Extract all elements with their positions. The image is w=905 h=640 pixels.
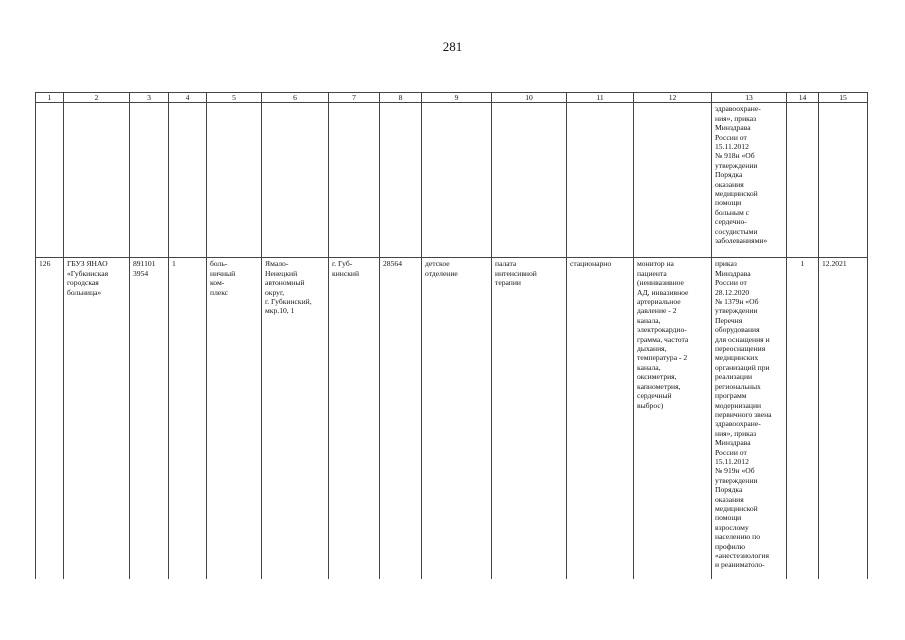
table-row-126 (36, 258, 868, 583)
column-number-row (36, 93, 868, 103)
code-cell: 28564 (380, 258, 422, 583)
col-number-7: 7 (329, 93, 380, 103)
row-number-cell: 126 (36, 258, 64, 583)
table-cell (422, 103, 492, 258)
col-number-6: 6 (262, 93, 329, 103)
page-number: 281 (442, 39, 463, 54)
col-number-1: 1 (36, 93, 64, 103)
col-number-9: 9 (422, 93, 492, 103)
inn-cell: 891101 3954 (130, 258, 169, 583)
table-cell (819, 103, 868, 258)
table-cell (329, 103, 380, 258)
city-cell: г. Губ- кинский (329, 258, 380, 583)
legal-basis-continuation-cell: здравоохране- ния», приказ Минздрава России от 15.11.2012 № 918н «Об утверждении Порядка оказания медицинской помощи больным с сердечно- сосудистыми заболеваниями» (712, 103, 787, 258)
table-cell (492, 103, 567, 258)
legal-basis-cell: приказ Минздрава России от 28.12.2020 № 1379н «Об утверждении Перечня оборудования для оснащения и переоснащения медицинских организаций при реализации региональных программ модернизации первичного звена здравоохране- ния», приказ Минздрава России от 15.11.2012 № 919н «Об утверждении Порядка оказания медицинской помощи взрослому населению по профилю «анестезиология и реаниматоло- (712, 258, 787, 583)
unit-cell: палата интенсивной терапии (492, 258, 567, 583)
col-number-14: 14 (787, 93, 819, 103)
table-cell (787, 103, 819, 258)
quantity-cell: 1 (787, 258, 819, 583)
organization-cell: ГБУЗ ЯНАО «Губкинская городская больница» (64, 258, 130, 583)
col-number-11: 11 (567, 93, 634, 103)
col-number-4: 4 (169, 93, 207, 103)
table-cell (64, 103, 130, 258)
col-number-12: 12 (634, 93, 712, 103)
table-cell (207, 103, 262, 258)
col-number-2: 2 (64, 93, 130, 103)
address-cell: Ямало- Ненецкий автономный округ, г. Губкинский, мкр.10, 1 (262, 258, 329, 583)
department-cell: детское отделение (422, 258, 492, 583)
continuation-row (36, 103, 868, 258)
care-mode-cell: стационарно (567, 258, 634, 583)
col-number-15: 15 (819, 93, 868, 103)
table-cell (262, 103, 329, 258)
col-number-3: 3 (130, 93, 169, 103)
facility-type-cell: боль- ничный ком- плекс (207, 258, 262, 583)
table-cell (130, 103, 169, 258)
count-cell: 1 (169, 258, 207, 583)
table-cell (36, 103, 64, 258)
table-cell (567, 103, 634, 258)
equipment-cell: монитор на пациента (неинвазивное АД, инвазивное артериальное давление - 2 канала, электрокардио- грамма, частота дыхания, температура - 2 канала, оксиметрия, капнометрия, сердечный выброс) (634, 258, 712, 583)
table-cell (380, 103, 422, 258)
table-cell (169, 103, 207, 258)
equipment-table (35, 92, 868, 583)
col-number-8: 8 (380, 93, 422, 103)
col-number-13: 13 (712, 93, 787, 103)
page-bottom-margin (0, 579, 905, 640)
date-cell: 12.2021 (819, 258, 868, 583)
table-cell (634, 103, 712, 258)
col-number-10: 10 (492, 93, 567, 103)
col-number-5: 5 (207, 93, 262, 103)
